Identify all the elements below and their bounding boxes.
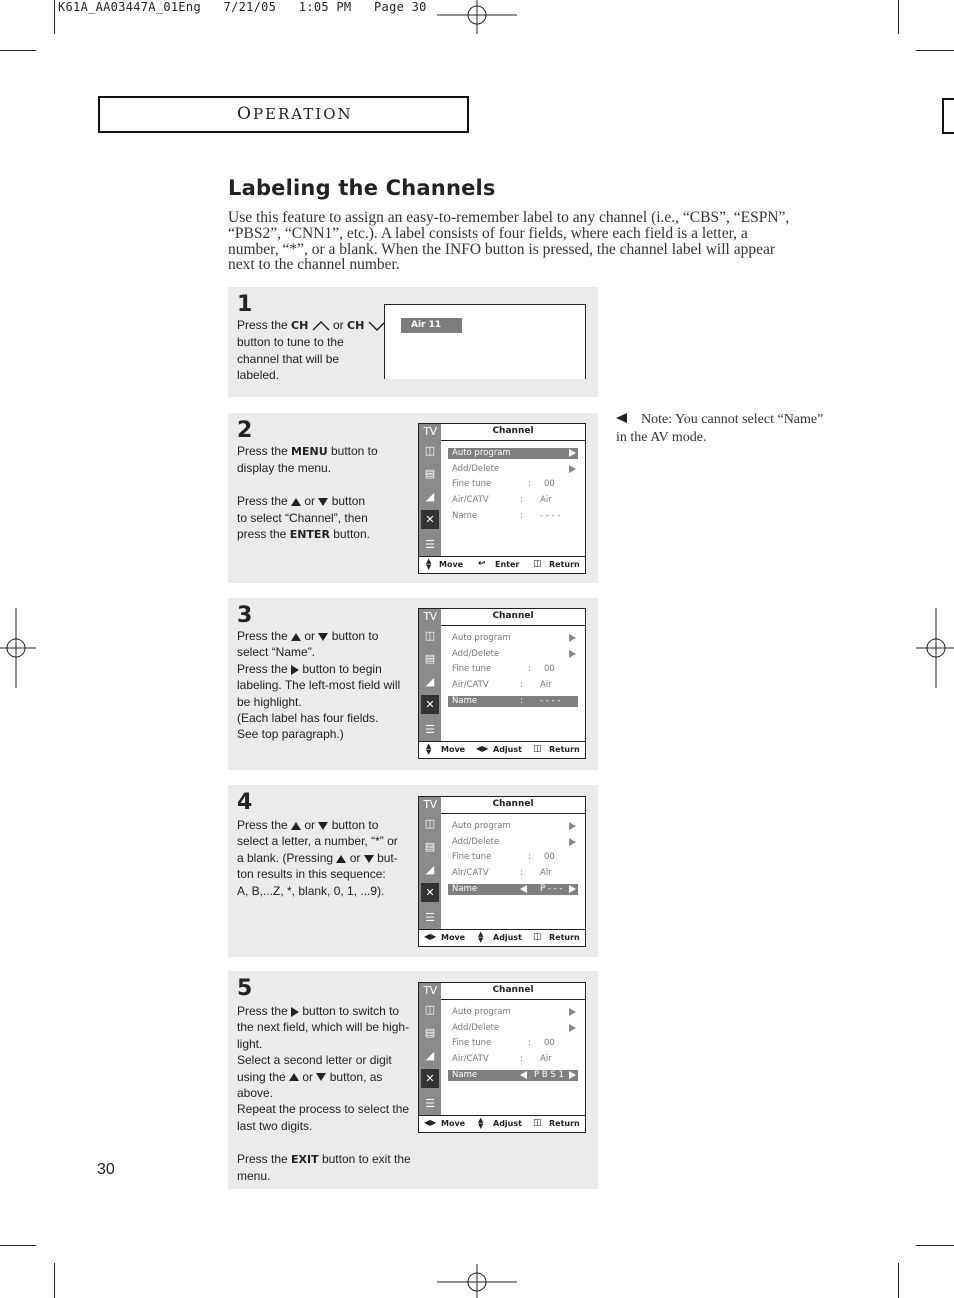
menu-title: Channel bbox=[441, 424, 585, 441]
setup-icon: ☰ bbox=[425, 538, 435, 551]
arrow-right-icon bbox=[569, 885, 576, 893]
antenna-icon: ✕ bbox=[421, 1069, 439, 1088]
picture-icon: ◫ bbox=[424, 1003, 436, 1016]
crop-mark bbox=[54, 0, 55, 34]
step-1-panel bbox=[228, 287, 598, 397]
crop-mark bbox=[916, 1245, 954, 1246]
antenna-icon: ✕ bbox=[421, 695, 439, 714]
page-title: Labeling the Channels bbox=[228, 176, 496, 200]
menu-footer: ▲ ▼ Move ↩ Enter ◫ Return bbox=[419, 556, 585, 573]
leftright-icon: ◀▶ bbox=[424, 932, 437, 941]
antenna-icon: ✕ bbox=[421, 883, 439, 902]
menu-item-fine-tune: Fine tune : 00 bbox=[452, 852, 555, 862]
side-tab-mark bbox=[942, 98, 954, 134]
crop-mark bbox=[898, 0, 899, 34]
arrow-right-icon bbox=[569, 1071, 576, 1079]
crop-mark bbox=[916, 50, 954, 51]
arrow-right-icon bbox=[569, 1024, 576, 1032]
setup-icon: ☰ bbox=[425, 911, 435, 924]
chevron-up-icon bbox=[312, 321, 330, 331]
arrow-right-icon bbox=[569, 465, 576, 473]
menu-item-air-catv: Air/CATV : Air bbox=[452, 495, 552, 505]
menu-item-air-catv: Air/CATV : Air bbox=[452, 1054, 552, 1064]
updown-icon: ▲ ▼ bbox=[426, 742, 432, 756]
step-3-panel bbox=[228, 598, 598, 770]
step-5-text: Press the button to switch to the next field, which will be high- light. Select a second letter or digit using the or button, as above. Repeat the process to select the last two digits. Press the EXIT button to exit the menu. bbox=[237, 1004, 411, 1184]
step-3-text: Press the or button to select “Name”. Press the button to begin labeling. The left-most field will be highlight. (Each label has four fields. See top paragraph.) bbox=[237, 629, 401, 742]
picture-icon: ◫ bbox=[424, 444, 436, 457]
menu-item-fine-tune: Fine tune : 00 bbox=[452, 479, 555, 489]
section-header: OPERATION bbox=[237, 104, 353, 124]
menu-item-name: Name : - - - - bbox=[452, 511, 561, 521]
return-icon: ◫ bbox=[533, 1118, 542, 1128]
chevron-down-icon bbox=[368, 321, 386, 331]
menu-item-fine-tune: Fine tune : 00 bbox=[452, 1038, 555, 1048]
menu-item-add-delete: Add/Delete bbox=[448, 464, 578, 475]
intro-paragraph: Use this feature to assign an easy-to-remember label to any channel (i.e., “CBS”, “ESPN”, “PBS2”, “CNN1”, etc.). A label consists of four fields, where each field is a letter, a number, “*”, or a blank. When the INFO button is pressed, the channel label will appear next to the channel number. bbox=[228, 209, 790, 274]
speaker-icon: ◢ bbox=[425, 675, 435, 688]
menu-item-fine-tune: Fine tune : 00 bbox=[452, 664, 555, 674]
step-number: 3 bbox=[237, 603, 253, 628]
step-1-text: Press the CH or CH button to tune to the channel that will be labeled. bbox=[237, 317, 386, 384]
leftright-icon: ◀▶ bbox=[424, 1118, 437, 1127]
step-4-panel bbox=[228, 785, 598, 957]
menu-title: Channel bbox=[441, 797, 585, 814]
up-arrow-icon bbox=[336, 855, 346, 863]
tv-set-icon: ▤ bbox=[424, 467, 436, 480]
menu-item-name: Name P - - - bbox=[448, 884, 578, 895]
menu-item-air-catv: Air/CATV : Air bbox=[452, 680, 552, 690]
tv-set-icon: ▤ bbox=[424, 1026, 436, 1039]
menu-footer: ◀▶ Move ▲ ▼ Adjust ◫ Return bbox=[419, 929, 585, 946]
arrow-right-icon bbox=[569, 822, 576, 830]
registration-mark-icon bbox=[0, 608, 36, 688]
step-4-text: Press the or button to select a letter, a number, “*” or a blank. (Pressing or but- ton results in this sequence: A, B,...Z, *, blank, 0, 1, ...9). bbox=[237, 818, 398, 898]
picture-icon: ◫ bbox=[424, 629, 436, 642]
speaker-icon: ◢ bbox=[425, 490, 435, 503]
registration-mark-icon bbox=[916, 608, 954, 688]
osd-menu bbox=[418, 423, 586, 574]
arrow-right-icon bbox=[569, 1008, 576, 1016]
down-arrow-icon bbox=[318, 822, 328, 830]
osd-menu bbox=[418, 982, 586, 1133]
down-arrow-icon bbox=[316, 1073, 326, 1081]
channel-badge: Air 11 bbox=[401, 318, 462, 333]
step-number: 1 bbox=[237, 292, 253, 317]
tv-set-icon: ▤ bbox=[424, 840, 436, 853]
updown-icon: ▲ ▼ bbox=[478, 1116, 484, 1130]
registration-mark-icon bbox=[437, 1264, 517, 1298]
menu-item-add-delete: Add/Delete bbox=[448, 837, 578, 848]
menu-item-name: Name P B S 1 bbox=[448, 1070, 578, 1081]
crop-mark bbox=[898, 1263, 899, 1298]
setup-icon: ☰ bbox=[425, 1097, 435, 1110]
print-slug: K61A_AA03447A_01Eng 7/21/05 1:05 PM Page 30 bbox=[58, 0, 427, 14]
arrow-left-icon bbox=[520, 1071, 527, 1079]
crop-mark bbox=[0, 50, 36, 51]
speaker-icon: ◢ bbox=[425, 863, 435, 876]
menu-item-auto-program: Auto program bbox=[448, 633, 578, 644]
leftright-icon: ◀▶ bbox=[476, 744, 489, 753]
menu-footer: ◀▶ Move ▲ ▼ Adjust ◫ Return bbox=[419, 1115, 585, 1132]
page-number: 30 bbox=[97, 1161, 115, 1178]
tv-set-icon: ▤ bbox=[424, 652, 436, 665]
up-arrow-icon bbox=[289, 1073, 299, 1081]
return-icon: ◫ bbox=[533, 744, 542, 754]
menu-item-name: Name : - - - - bbox=[448, 696, 578, 707]
arrow-right-icon bbox=[569, 449, 576, 457]
crop-mark bbox=[54, 1263, 55, 1298]
menu-item-add-delete: Add/Delete bbox=[448, 1023, 578, 1034]
down-arrow-icon bbox=[364, 855, 374, 863]
return-icon: ◫ bbox=[533, 559, 542, 569]
menu-item-auto-program: Auto program bbox=[448, 821, 578, 832]
menu-title: Channel bbox=[441, 983, 585, 1000]
arrow-left-icon bbox=[520, 885, 527, 893]
menu-item-add-delete: Add/Delete bbox=[448, 649, 578, 660]
tv-label: TV bbox=[423, 425, 437, 438]
up-arrow-icon bbox=[291, 498, 301, 506]
return-icon: ◫ bbox=[533, 932, 542, 942]
step-2-panel bbox=[228, 413, 598, 583]
step-5-panel bbox=[228, 971, 598, 1189]
tv-screen bbox=[384, 304, 586, 379]
menu-footer: ▲ ▼ Move ◀▶ Adjust ◫ Return bbox=[419, 741, 585, 758]
menu-item-auto-program: Auto program bbox=[448, 448, 578, 459]
arrow-right-icon bbox=[569, 650, 576, 658]
step-number: 4 bbox=[237, 790, 253, 815]
step-number: 5 bbox=[237, 976, 253, 1001]
note: Note: You cannot select “Name” in the AV mode. bbox=[616, 412, 824, 445]
tv-label: TV bbox=[423, 798, 437, 811]
setup-icon: ☰ bbox=[425, 723, 435, 736]
right-arrow-icon bbox=[291, 665, 299, 675]
down-arrow-icon bbox=[318, 498, 328, 506]
tv-label: TV bbox=[423, 984, 437, 997]
right-arrow-icon bbox=[291, 1007, 299, 1017]
enter-icon: ↩ bbox=[478, 559, 486, 569]
picture-icon: ◫ bbox=[424, 817, 436, 830]
antenna-icon: ✕ bbox=[421, 510, 439, 529]
pointer-left-icon bbox=[616, 413, 627, 423]
arrow-right-icon bbox=[569, 838, 576, 846]
registration-mark-icon bbox=[437, 0, 517, 34]
crop-mark bbox=[0, 1245, 36, 1246]
tv-label: TV bbox=[423, 610, 437, 623]
step-number: 2 bbox=[237, 418, 253, 443]
osd-menu bbox=[418, 608, 586, 759]
arrow-right-icon bbox=[569, 634, 576, 642]
updown-icon: ▲ ▼ bbox=[426, 557, 432, 571]
up-arrow-icon bbox=[291, 822, 301, 830]
osd-menu bbox=[418, 796, 586, 947]
speaker-icon: ◢ bbox=[425, 1049, 435, 1062]
step-2-text: Press the MENU button to display the menu. Press the or button to select “Channel”, then press the ENTER button. bbox=[237, 444, 378, 542]
menu-item-air-catv: Air/CATV : Air bbox=[452, 868, 552, 878]
down-arrow-icon bbox=[318, 633, 328, 641]
menu-item-auto-program: Auto program bbox=[448, 1007, 578, 1018]
updown-icon: ▲ ▼ bbox=[478, 930, 484, 944]
menu-title: Channel bbox=[441, 609, 585, 626]
up-arrow-icon bbox=[291, 633, 301, 641]
